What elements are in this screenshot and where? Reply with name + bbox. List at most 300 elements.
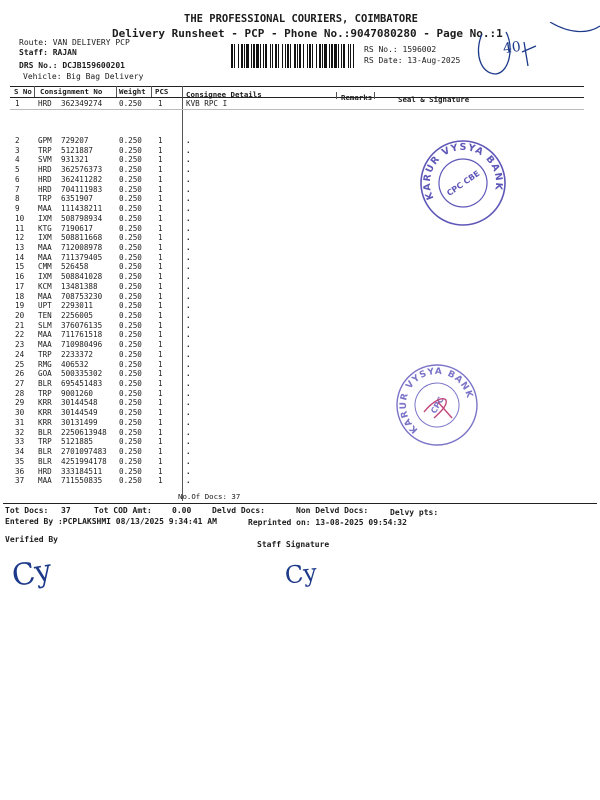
row-prefix: UPT	[38, 301, 52, 311]
table-row	[0, 155, 600, 165]
consignee-dot: .	[186, 136, 191, 145]
row-prefix: TRP	[38, 437, 52, 447]
consignee-dot: .	[186, 145, 191, 155]
consignee-dot: .	[186, 262, 191, 272]
consignee-dot: .	[186, 213, 191, 223]
row-number: 30144548	[61, 398, 98, 408]
row-number: 711761518	[61, 330, 103, 340]
page-mark-text: 40	[501, 38, 522, 58]
row-sno: 22	[15, 330, 25, 340]
table-row	[0, 175, 600, 185]
row-pcs: 1	[158, 194, 163, 204]
barcode-bar	[312, 44, 313, 68]
consignee-dot: .	[186, 466, 191, 476]
consignee-dot: .	[186, 291, 191, 301]
row-weight: 0.250	[119, 330, 142, 340]
svg-text:KARUR VYSYA BANK: KARUR VYSYA BANK	[398, 366, 475, 435]
row-sno: 28	[15, 388, 25, 398]
table-row: 1 HRD 362349274 0.250 1 KVB RPC I	[15, 99, 228, 108]
consignee-dot: .	[186, 359, 191, 369]
barcode-bar	[253, 44, 255, 68]
table-row	[0, 437, 600, 447]
row-weight: 0.250	[119, 320, 142, 330]
table-row	[0, 282, 600, 292]
row-sno: 37	[15, 476, 25, 486]
consignee-dot: .	[186, 320, 191, 330]
row-prefix: CMM	[38, 262, 52, 272]
table-row	[0, 253, 600, 263]
barcode-bar	[319, 44, 321, 68]
barcode-bar	[341, 44, 342, 68]
row-sno: 23	[15, 340, 25, 350]
runsheet-title: Delivery Runsheet - PCP - Phone No.:9047080280 - Page No.:1	[112, 27, 503, 40]
row-weight: 0.250	[119, 291, 142, 301]
row-number: 710980496	[61, 340, 103, 350]
row-number: 7190617	[61, 223, 94, 233]
row-weight: 0.250	[119, 204, 142, 213]
row-prefix: HRD	[38, 165, 52, 175]
barcode-bar	[285, 44, 286, 68]
table-row	[0, 272, 600, 282]
row-prefix: TRP	[38, 194, 52, 204]
row-weight: 0.250	[119, 349, 142, 359]
row-prefix: GOA	[38, 369, 52, 379]
row-weight: 0.250	[119, 281, 142, 291]
consignee-dot: .	[186, 301, 191, 311]
row-weight: 0.250	[119, 262, 142, 272]
row-weight: 0.250	[119, 145, 142, 155]
row-number: 5121885	[61, 437, 94, 447]
row-sno: 5	[15, 165, 20, 175]
consignee-dot: .	[186, 349, 191, 359]
row-prefix: TRP	[38, 349, 52, 359]
table-row	[0, 389, 600, 399]
row-sno: 8	[15, 194, 20, 204]
row-sno: 33	[15, 437, 25, 447]
table-row	[0, 243, 600, 253]
rs-number: RS No.: 1596002	[364, 45, 437, 54]
row-weight: 0.250	[119, 252, 142, 262]
row-number: 2293011	[61, 301, 94, 311]
row-weight: 0.250	[119, 456, 142, 466]
row-number: 711550835	[61, 476, 103, 486]
row-prefix: KCM	[38, 281, 52, 291]
row-sno: 21	[15, 320, 25, 330]
row-prefix: IXM	[38, 233, 52, 243]
row-sno: 34	[15, 447, 25, 456]
row-number: 5121887	[61, 145, 94, 155]
row-pcs: 1	[158, 301, 163, 311]
row-sno: 18	[15, 291, 25, 301]
consignee-dot: .	[186, 184, 191, 194]
row-number: 508841028	[61, 272, 103, 282]
barcode-bar	[270, 44, 271, 68]
row-weight: 0.250	[119, 340, 142, 350]
row-number: 6351907	[61, 194, 94, 204]
consignee-dot: .	[186, 233, 191, 243]
row-prefix: MAA	[38, 340, 52, 350]
row-weight: 0.250	[119, 242, 142, 252]
route-label: Route: VAN DELIVERY PCP	[19, 38, 130, 47]
barcode-bar	[303, 44, 304, 68]
consignee-dot: .	[186, 379, 191, 388]
consignee-dot: .	[186, 330, 191, 340]
row-sno: 19	[15, 301, 25, 311]
row-number: 2233372	[61, 349, 94, 359]
row-prefix: TEN	[38, 311, 52, 320]
table-row	[0, 340, 600, 350]
row-pcs: 1	[158, 466, 163, 476]
row-pcs: 1	[158, 136, 163, 145]
barcode-bar	[322, 44, 323, 68]
vehicle-label: Vehicle: Big Bag Delivery	[23, 72, 144, 81]
row-number: 526458	[61, 262, 89, 272]
staff-signature: Staff Signature	[257, 540, 330, 549]
consignee-dot: .	[186, 476, 191, 486]
row-weight: 0.250	[119, 213, 142, 223]
table-row	[0, 233, 600, 243]
row-prefix: MAA	[38, 252, 52, 262]
staff-label: Staff: RAJAN	[19, 48, 77, 57]
row-number: 333184511	[61, 466, 103, 476]
table-row	[0, 476, 600, 486]
drs-number: DRS No.: DCJB159600201	[19, 61, 125, 70]
consignee-dot: .	[186, 398, 191, 408]
table-row	[0, 360, 600, 370]
tot-docs-label: Tot Docs:	[5, 506, 49, 515]
barcode-bar	[329, 44, 330, 68]
table-row	[0, 408, 600, 418]
row-sno: 10	[15, 213, 25, 223]
row-prefix: MAA	[38, 291, 52, 301]
row-prefix: KRR	[38, 408, 52, 418]
row-pcs: 1	[158, 174, 163, 184]
row-number: 4251994178	[61, 456, 107, 466]
handwritten-page-mark	[470, 22, 600, 80]
table-row	[0, 369, 600, 379]
row-weight: 0.250	[119, 301, 142, 311]
row-pcs: 1	[158, 291, 163, 301]
row-number: 711379405	[61, 252, 103, 262]
row-sno: 2	[15, 136, 20, 145]
table-row	[0, 165, 600, 175]
barcode-bar	[234, 44, 235, 68]
barcode-bar	[282, 44, 283, 68]
barcode-bar	[251, 44, 252, 68]
row-pcs: 1	[158, 242, 163, 252]
row-weight: 0.250	[119, 165, 142, 175]
table-row	[0, 350, 600, 360]
barcode-bar	[275, 44, 277, 68]
svg-text:CPC CBE: CPC CBE	[445, 168, 482, 198]
row-prefix: BLR	[38, 379, 52, 388]
row-prefix: GPM	[38, 136, 52, 145]
row-sno: 31	[15, 417, 25, 427]
row-sno: 15	[15, 262, 25, 272]
consignee-dot: .	[186, 447, 191, 456]
row-number: 362576373	[61, 165, 103, 175]
row-pcs: 1	[158, 379, 163, 388]
consignee-dot: .	[186, 417, 191, 427]
row-weight: 0.250	[119, 398, 142, 408]
row-weight: 0.250	[119, 174, 142, 184]
row-weight: 0.250	[119, 136, 142, 145]
row-number: 712008978	[61, 242, 103, 252]
row-prefix: KRR	[38, 417, 52, 427]
col-seal: Seal & Signature	[398, 95, 470, 104]
row-prefix: IXM	[38, 213, 52, 223]
row-number: 2701097483	[61, 447, 107, 456]
row-prefix: TRP	[38, 388, 52, 398]
row-pcs: 1	[158, 417, 163, 427]
row-number: 111438211	[61, 204, 103, 213]
barcode-bar	[297, 44, 298, 68]
row-sno: 24	[15, 349, 25, 359]
table-row	[0, 467, 600, 477]
barcode-bar	[231, 44, 233, 68]
row-pcs: 1	[158, 233, 163, 243]
barcode-bar	[309, 44, 311, 68]
row-prefix: TRP	[38, 145, 52, 155]
row-sno: 6	[15, 174, 20, 184]
table-row	[0, 136, 600, 146]
barcode-bar	[263, 44, 264, 68]
row-sno: 29	[15, 398, 25, 408]
row-prefix: SVM	[38, 155, 52, 165]
row-sno: 9	[15, 204, 20, 213]
row-prefix: KTG	[38, 223, 52, 233]
reprinted-on: Reprinted on: 13-08-2025 09:54:32	[248, 518, 407, 527]
row-sno: 14	[15, 252, 25, 262]
row-number: 508798934	[61, 213, 103, 223]
row-number: 729207	[61, 136, 89, 145]
table-row	[0, 398, 600, 408]
consignee-dot: .	[186, 427, 191, 437]
barcode-bar	[290, 44, 291, 68]
barcode-bar	[256, 44, 259, 68]
consignee-dot: .	[186, 408, 191, 418]
row-pcs: 1	[158, 311, 163, 320]
row-prefix: SLM	[38, 320, 52, 330]
verified-by: Verified By	[5, 535, 58, 544]
row-number: 376076135	[61, 320, 103, 330]
row-number: 406532	[61, 359, 89, 369]
row-prefix: MAA	[38, 242, 52, 252]
row-weight: 0.250	[119, 466, 142, 476]
row-weight: 0.250	[119, 417, 142, 427]
consignee-dot: .	[186, 155, 191, 165]
row-weight: 0.250	[119, 447, 142, 456]
row-pcs: 1	[158, 252, 163, 262]
staff-signature-mark: Cy	[283, 558, 319, 590]
row-sno: 16	[15, 272, 25, 282]
row-number: 704111983	[61, 184, 103, 194]
row-number: 931321	[61, 155, 89, 165]
row-weight: 0.250	[119, 476, 142, 486]
barcode-bar	[324, 44, 327, 68]
row-prefix: HRD	[38, 184, 52, 194]
barcode-bar	[272, 44, 273, 68]
table-row	[0, 214, 600, 224]
barcode-bar	[307, 44, 308, 68]
barcode-bar	[338, 44, 339, 68]
bank-stamp-1	[418, 138, 508, 228]
row-number: 30144549	[61, 408, 98, 418]
table-row	[0, 185, 600, 195]
table-row	[0, 379, 600, 389]
barcode-bar	[241, 44, 243, 68]
consignee-dot: .	[186, 165, 191, 175]
row-prefix: MAA	[38, 476, 52, 486]
row-pcs: 1	[158, 223, 163, 233]
tot-docs-value: 37	[61, 506, 71, 515]
consignee-dot: .	[186, 252, 191, 262]
row-weight: 0.250	[119, 437, 142, 447]
row-weight: 0.250	[119, 233, 142, 243]
row-weight: 0.250	[119, 369, 142, 379]
rs-date: RS Date: 13-Aug-2025	[364, 56, 461, 65]
row-sno: 13	[15, 242, 25, 252]
row-number: 708753230	[61, 291, 103, 301]
table-row	[0, 301, 600, 311]
row-pcs: 1	[158, 369, 163, 379]
row-sno: 30	[15, 408, 25, 418]
row-prefix: IXM	[38, 272, 52, 282]
row-sno: 26	[15, 369, 25, 379]
row-pcs: 1	[158, 408, 163, 418]
barcode-bar	[353, 44, 354, 68]
non-delvd-docs-label: Non Delvd Docs:	[296, 506, 369, 515]
svg-text:KARUR VYSYA BANK: KARUR VYSYA BANK	[421, 141, 505, 202]
row-pcs: 1	[158, 155, 163, 165]
row-prefix: MAA	[38, 204, 52, 213]
table-row	[0, 321, 600, 331]
row-pcs: 1	[158, 340, 163, 350]
barcode-bar	[246, 44, 249, 68]
row-weight: 0.250	[119, 184, 142, 194]
consignee-dot: .	[186, 223, 191, 233]
row-weight: 0.250	[119, 155, 142, 165]
row-sno: 35	[15, 456, 25, 466]
consignee-dot: .	[186, 311, 191, 320]
row-sno: 27	[15, 379, 25, 388]
barcode-bar	[348, 44, 349, 68]
consignee-dot: .	[186, 437, 191, 447]
consignee-dot: .	[186, 340, 191, 350]
row-prefix: KRR	[38, 398, 52, 408]
row-sno: 7	[15, 184, 20, 194]
consignee-dot: .	[186, 204, 191, 213]
table-row	[0, 418, 600, 428]
row-weight: 0.250	[119, 359, 142, 369]
consignee-dot: .	[186, 281, 191, 291]
row-weight: 0.250	[119, 272, 142, 282]
table-row	[0, 428, 600, 438]
table-row	[0, 292, 600, 302]
row-pcs: 1	[158, 165, 163, 175]
row-sno: 36	[15, 466, 25, 476]
row-sno: 3	[15, 145, 20, 155]
row-number: 13481388	[61, 281, 98, 291]
row-pcs: 1	[158, 388, 163, 398]
table-row	[0, 262, 600, 272]
row-pcs: 1	[158, 456, 163, 466]
barcode-bar	[343, 44, 345, 68]
table-row	[0, 224, 600, 234]
table-row	[0, 447, 600, 457]
delvd-docs-label: Delvd Docs:	[212, 506, 265, 515]
table-row	[0, 330, 600, 340]
row-prefix: BLR	[38, 427, 52, 437]
tot-cod-value: 0.00	[172, 506, 192, 515]
row-number: 362411282	[61, 174, 103, 184]
row-number: 2256005	[61, 311, 94, 320]
bank-stamp-2	[394, 362, 480, 448]
row-prefix: RMG	[38, 359, 52, 369]
row-sno: 12	[15, 233, 25, 243]
entered-by: Entered By :PCPLAKSHMI 08/13/2025 9:34:41 AM	[5, 517, 217, 526]
barcode	[231, 44, 354, 68]
barcode-bar	[331, 44, 333, 68]
row-pcs: 1	[158, 184, 163, 194]
row-prefix: BLR	[38, 447, 52, 456]
table-row	[0, 146, 600, 156]
row-prefix: HRD	[38, 466, 52, 476]
row-sno: 32	[15, 427, 25, 437]
no-of-docs: No.Of Docs: 37	[178, 492, 241, 501]
row-pcs: 1	[158, 145, 163, 155]
row-pcs: 1	[158, 204, 163, 213]
row-weight: 0.250	[119, 311, 142, 320]
row-sno: 11	[15, 223, 25, 233]
row-sno: 4	[15, 155, 20, 165]
row-prefix: BLR	[38, 456, 52, 466]
row-weight: 0.250	[119, 194, 142, 204]
barcode-bar	[278, 44, 279, 68]
col-weight: Weight	[119, 87, 146, 96]
col-consignee: Consignee Details	[186, 90, 262, 99]
row-number: 9001260	[61, 388, 94, 398]
consignee-dot: .	[186, 194, 191, 204]
barcode-bar	[299, 44, 301, 68]
row-pcs: 1	[158, 330, 163, 340]
row-pcs: 1	[158, 447, 163, 456]
row-pcs: 1	[158, 281, 163, 291]
row-pcs: 1	[158, 349, 163, 359]
row-pcs: 1	[158, 213, 163, 223]
row-number: 695451483	[61, 379, 103, 388]
row-sno: 20	[15, 311, 25, 320]
row-pcs: 1	[158, 359, 163, 369]
row-number: 500335302	[61, 369, 103, 379]
row-weight: 0.250	[119, 427, 142, 437]
table-row	[0, 457, 600, 467]
row-pcs: 1	[158, 476, 163, 486]
row-pcs: 1	[158, 262, 163, 272]
row-sno: 25	[15, 359, 25, 369]
row-pcs: 1	[158, 437, 163, 447]
verifier-signature: Cy	[9, 552, 55, 595]
barcode-bar	[316, 44, 317, 68]
barcode-bar	[287, 44, 289, 68]
barcode-bar	[265, 44, 267, 68]
consignee-dot: .	[186, 242, 191, 252]
consignee-dot: .	[186, 272, 191, 282]
consignee-dot: .	[186, 456, 191, 466]
row-pcs: 1	[158, 398, 163, 408]
barcode-bar	[350, 44, 351, 68]
row-prefix: HRD	[38, 174, 52, 184]
